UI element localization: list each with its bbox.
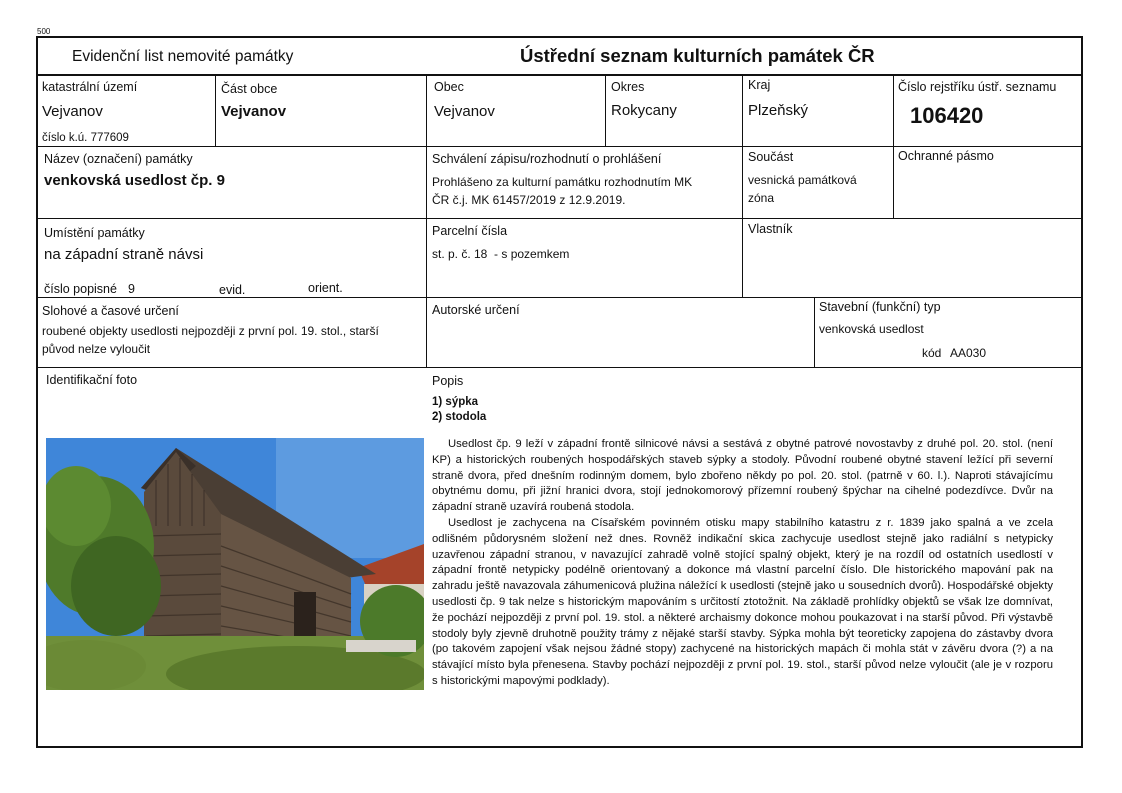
schvaleni-line1: Prohlášeno za kulturní památku rozhodnutím MK [432,175,693,189]
identifikacni-foto-label: Identifikační foto [46,373,138,387]
okres-label: Okres [611,80,645,94]
frame-top [36,36,1083,38]
katastralni-uzemi-value: Vejvanov [42,103,103,120]
ochranne-pasmo-label: Ochranné pásmo [898,149,994,163]
part-item: 1) sýpka [432,396,479,408]
frame-left [36,36,38,748]
okres-value: Rokycany [611,102,677,119]
katastralni-uzemi-label: katastrální území [42,80,138,94]
autorske-label: Autorské určení [432,303,520,317]
obec-value: Vejvanov [434,103,495,120]
hline-row1 [36,146,1083,147]
kraj-value: Plzeňský [748,102,809,119]
hline-row3-right [742,297,1083,298]
stavebni-typ-value: venkovská usedlost [819,322,924,336]
kraj-label: Kraj [748,78,771,92]
rejstrik-label: Číslo rejstříku ústř. seznamu [898,80,1057,94]
corner-mark: 500 [37,27,51,36]
obec-label: Obec [434,80,464,94]
kod-label: kód [922,346,942,360]
hline-row3-left [36,297,742,298]
hline-header [36,74,1083,76]
cast-obce-label: Část obce [221,82,278,96]
vline-6 [814,297,815,368]
slohove-line2: původ nelze vyloučit [42,342,151,356]
description-paragraph: Usedlost je zachycena na Císařském povinném otisku mapy stabilního katastru z r. 1839 jako spalná a ve zcela odlišném půdorysném složení než dnes. Rovněž indikační skica zachycuje usedlost stejně jako radiální s netypicky uzavřenou západní stranou, v navazující zahradě volně stojící spalný objekt, který je na rozdíl od ostatních usedlostí v západní frontě netypicky podélně orientovaný a dokonce má vlastní parcelní číslo. Dle historického mapování pak na zahradu ještě navazovala záhumenicová plužina náležící k usedlosti (stejně jako u sousedních dvorů). Hospodářské objekty usedlosti čp. 9 tak nelze s historickým mapováním s určitostí ztotožnit. Na základě prohlídky objektů se však lze domnívat, že pochází nejpozději z první pol. 19. stol. a některé archaismy dokonce mohou poukazovat i na starší původ. Při výstavbě stodoly byly zjevně druhotně použity trámy z nějaké starší stavby. Sýpka mohla být teoreticky zapojena do zástavby dvora (po takovém zapojení však nejsou žádné stopy) zachycené na historických mapách či mohla stát v závěru dvora (?) a na stávající místo byla přenesena. Stavby pochází nejpozději z první pol. 19. stol., starší původ nelze vyloučit (ale je v rozporu s historickými mapovými podklady). [432,516,1053,687]
frame-bottom [36,746,1083,748]
identification-photo [46,396,424,690]
soucast-label: Součást [748,150,794,164]
soucast-line2: zóna [748,191,775,205]
part-item: 2) stodola [432,411,487,423]
vline-4 [742,74,743,298]
evid-label: evid. [219,283,246,297]
barn-photo-illustration [46,396,424,690]
description-text [432,437,1053,690]
cislo-popisne-label: číslo popisné [44,282,117,296]
vline-5 [893,74,894,219]
vline-3 [605,74,606,147]
vline-2 [426,74,427,368]
ku-number: číslo k.ú. 777609 [42,132,129,144]
vlastnik-label: Vlastník [748,222,793,236]
rejstrik-value: 106420 [910,103,984,128]
hline-row4 [36,367,1083,368]
description-paragraph: Usedlost čp. 9 leží v západní frontě silnicové návsi a sestává z obytné patrové novostavby z druhé pol. 20. stol. (není KP) a historických roubených hospodářských staveb sýpky a stodoly. Původní roubené obytné stavení ležící při severní straně dvora, před dnešním rodinným domem, bylo zbořeno někdy po pol. 20. stol. (patrně v 60. l.). Naproti stávajícímu obytnému domu, při jižní hranici dvora, stojí jednokomorový přízemní roubený špýchar na cihelné podezdívce. Dvůr na západní straně uzavírá roubená stodola. [432,438,1053,514]
hline-row2 [36,218,1083,219]
frame-right [1081,36,1083,748]
cast-obce-value: Vejvanov [221,103,287,120]
umisteni-value: na západní straně návsi [44,246,204,263]
register-title: Ústřední seznam kulturních památek ČR [520,45,875,66]
nazev-value: venkovská usedlost čp. 9 [44,172,225,189]
slohove-label: Slohové a časové určení [42,304,179,318]
nazev-label: Název (označení) památky [44,152,193,166]
popis-label: Popis [432,374,464,388]
cislo-popisne-value: 9 [128,282,135,296]
slohove-line1: roubené objekty usedlosti nejpozději z první pol. 19. stol., starší [42,324,379,338]
umisteni-label: Umístění památky [44,226,145,240]
soucast-line1: vesnická památková [748,173,857,187]
parcelni-cisla-value: st. p. č. 18 - s pozemkem [432,247,570,261]
schvaleni-label: Schválení zápisu/rozhodnutí o prohlášení [432,152,662,166]
stavebni-typ-label: Stavební (funkční) typ [819,300,941,314]
kod-value: AA030 [950,346,987,360]
orient-label: orient. [308,281,343,295]
schvaleni-line2: ČR č.j. MK 61457/2019 z 12.9.2019. [432,193,626,207]
form-title: Evidenční list nemovité památky [72,48,294,65]
vline-1 [215,74,216,147]
parcelni-cisla-label: Parcelní čísla [432,224,508,238]
